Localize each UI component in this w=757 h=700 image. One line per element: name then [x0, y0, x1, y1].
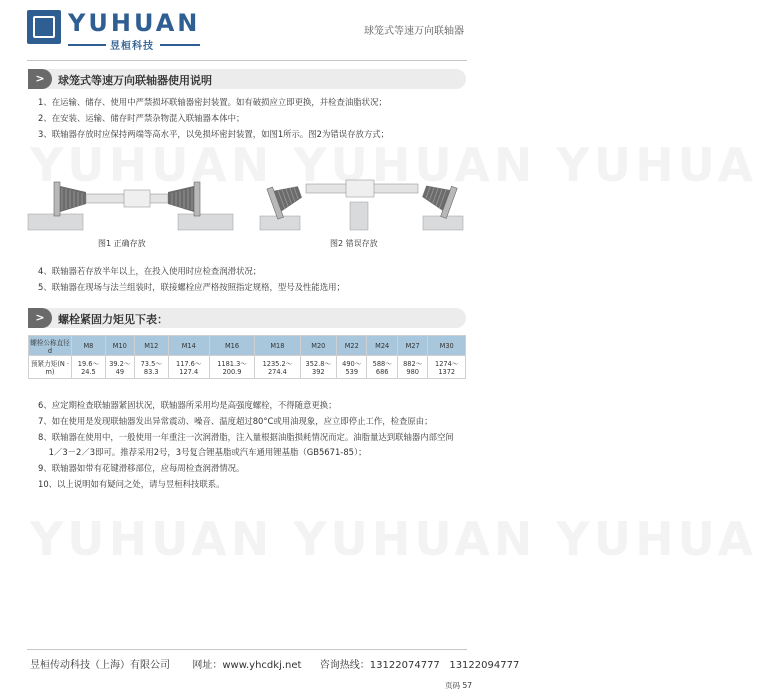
footer-company: 昱桓传动科技（上海）有限公司	[30, 660, 170, 671]
table-cell: M24	[367, 336, 397, 356]
row-header: 预紧力矩(N · m)	[29, 356, 72, 379]
table-cell: 352.8～392	[300, 356, 336, 379]
instruction-item: 3、联轴器存放时应保持两端等高水平，以免损坏密封装置，如图1所示。图2为错误存放方式；	[38, 129, 389, 139]
table-cell: 588～686	[367, 356, 397, 379]
table-cell: 73.5～83.3	[134, 356, 168, 379]
table-cell: M20	[300, 336, 336, 356]
section-heading-torque	[28, 308, 466, 328]
table-cell: 1235.2～274.4	[255, 356, 300, 379]
chevron-right-icon: >	[28, 69, 52, 89]
table-cell: 39.2～49	[105, 356, 134, 379]
table-row-torques	[29, 356, 466, 379]
footer-divider	[27, 649, 467, 650]
table-cell: 1181.3～200.9	[209, 356, 254, 379]
table-cell: 117.6～127.4	[168, 356, 209, 379]
footer-website: 网址：www.yhcdkj.net	[192, 660, 302, 671]
table-cell: M8	[72, 336, 106, 356]
instruction-item: 2、在安装、运输、储存时严禁杂物混入联轴器本体中；	[38, 113, 245, 123]
instruction-item: 1／3－2／3即可。推荐采用2号，3号复合锂基脂或汽车通用锂基脂（GB5671-85）；	[38, 447, 367, 457]
section-title: 螺栓紧固力矩见下表：	[58, 313, 168, 326]
table-cell: M10	[105, 336, 134, 356]
table-cell: 882～980	[397, 356, 427, 379]
table-cell: M16	[209, 336, 254, 356]
instruction-item: 8、联轴器在使用中，一般使用一年重注一次润滑脂，注入量根据油脂损耗情况而定。油脂量达到联轴器内部空间	[38, 432, 454, 442]
table-cell: M27	[397, 336, 427, 356]
table-cell: 1274～1372	[428, 356, 466, 379]
instruction-item: 4、联轴器若存放半年以上，在投入使用时应检查润滑状况；	[38, 266, 262, 276]
table-cell: 19.6～24.5	[72, 356, 106, 379]
bolt-torque-table	[28, 335, 466, 379]
brand-name: YUHUAN	[68, 9, 201, 37]
table-cell: M12	[134, 336, 168, 356]
page-header-title: 球笼式等速万向联轴器	[364, 26, 464, 37]
table-cell: M30	[428, 336, 466, 356]
section-heading-usage	[28, 69, 466, 89]
instruction-item: 7、如在使用是发现联轴器发出异常震动、噪音、温度超过80°C或用油现象，应立即停止工作，检查原由；	[38, 416, 433, 426]
footer-contact	[30, 656, 519, 671]
wrong-storage-figure	[258, 162, 468, 234]
table-cell: M18	[255, 336, 300, 356]
page-number: 页码 57	[445, 681, 472, 690]
table-cell: M22	[337, 336, 367, 356]
footer-hotline: 咨询热线：13122074777 13122094777	[319, 660, 520, 671]
table-cell: M14	[168, 336, 209, 356]
brand-rule-right	[160, 44, 200, 46]
header-divider	[27, 60, 467, 61]
table-row-sizes	[29, 336, 466, 356]
brand-subtitle: 昱桓科技	[110, 41, 154, 52]
instruction-item: 5、联轴器在现场与法兰组装时，联接螺栓应严格按照指定规格，型号及性能选用；	[38, 282, 345, 292]
figure-2-caption: 图2 错误存放	[330, 239, 378, 248]
instruction-item: 9、联轴器如带有花键滑移部位，应每周检查润滑情况。	[38, 463, 245, 473]
figure-1-caption: 图1 正确存放	[98, 239, 146, 248]
table-cell: 490～539	[337, 356, 367, 379]
watermark-row-2	[30, 512, 757, 566]
company-logo	[27, 10, 61, 44]
correct-storage-figure	[28, 168, 238, 234]
chevron-right-icon: >	[28, 308, 52, 328]
brand-rule-left	[68, 44, 106, 46]
instruction-item: 10、以上说明如有疑问之处，请与昱桓科技联系。	[38, 479, 225, 489]
row-header: 螺栓公称直径d	[29, 336, 72, 356]
section-title: 球笼式等速万向联轴器使用说明	[58, 74, 212, 87]
instruction-item: 6、应定期检查联轴器紧固状况，联轴器所采用均是高强度螺栓，不得随意更换；	[38, 400, 337, 410]
instruction-item: 1、在运输、储存、使用中严禁损坏联轴器密封装置。如有破损应立即更换，并检查油脂状况；	[38, 97, 387, 107]
